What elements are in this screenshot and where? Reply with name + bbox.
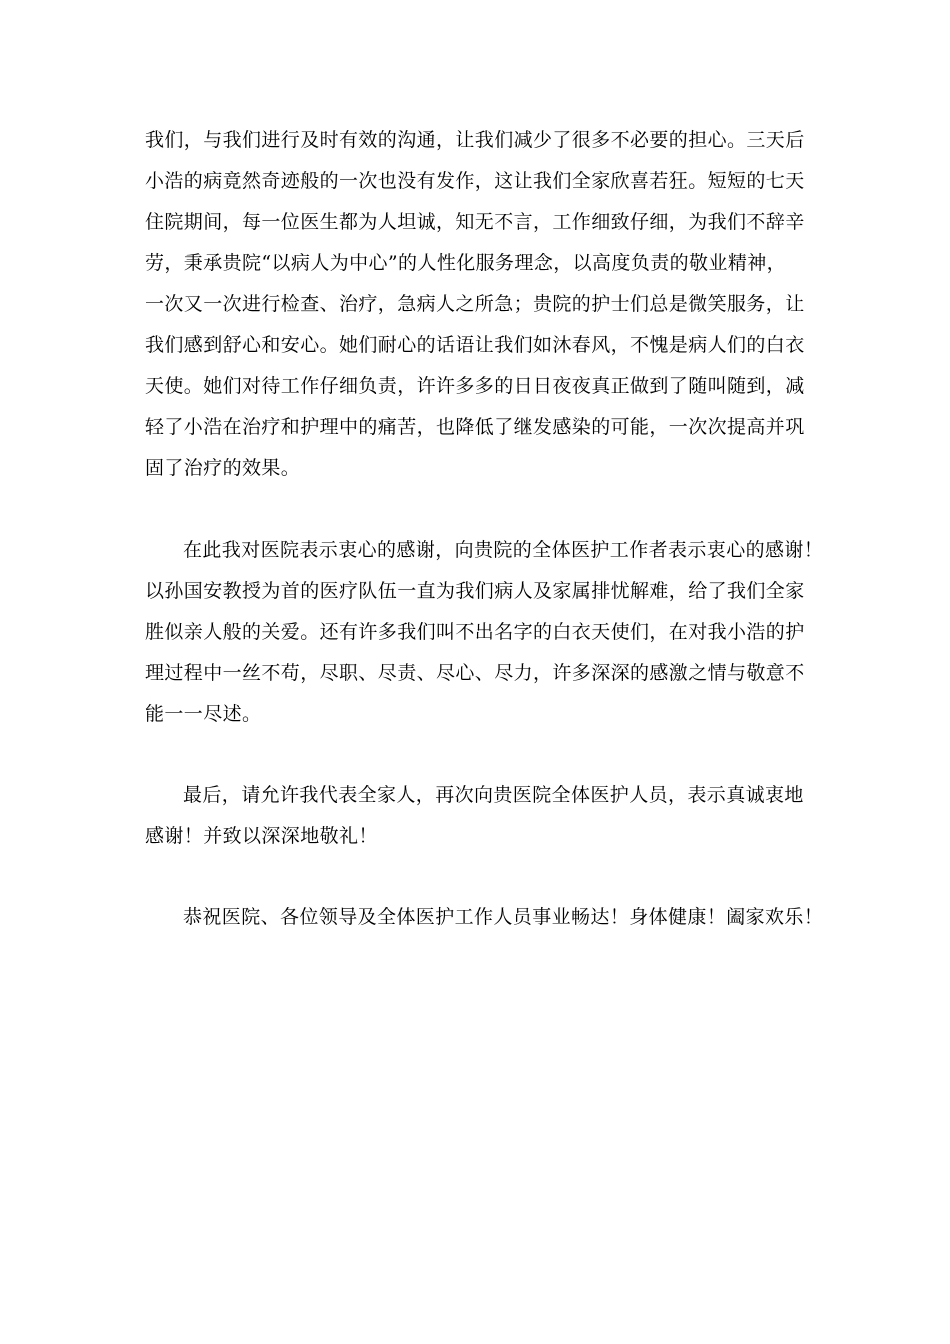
- text-line: 劳，秉承贵院“以病人为中心”的人性化服务理念，以高度负责的敬业精神，: [145, 252, 787, 274]
- text-line: 以孙国安教授为首的医疗队伍一直为我们病人及家属排忧解难，给了我们全家: [145, 580, 805, 602]
- text-line: 能一一尽述。: [145, 703, 262, 725]
- text-line: 固了治疗的效果。: [145, 457, 301, 479]
- text-line: 轻了小浩在治疗和护理中的痛苦，也降低了继发感染的可能，一次次提高并巩: [145, 416, 805, 438]
- text-line: 一次又一次进行检查、治疗，急病人之所急；贵院的护士们总是微笑服务，让: [145, 293, 805, 315]
- text-line: 感谢！并致以深深地敬礼！: [145, 825, 378, 847]
- text-line: 住院期间，每一位医生都为人坦诚，知无不言，工作细致仔细，为我们不辞辛: [145, 211, 805, 233]
- text-line: 我们感到舒心和安心。她们耐心的话语让我们如沐春风，不愧是病人们的白衣: [145, 334, 805, 356]
- text-line: 最后，请允许我代表全家人，再次向贵医院全体医护人员，表示真诚衷地: [183, 784, 804, 806]
- text-line: 天使。她们对待工作仔细负责，许许多多的日日夜夜真正做到了随叫随到，减: [145, 375, 805, 397]
- text-line: 胜似亲人般的关爱。还有许多我们叫不出名字的白衣天使们，在对我小浩的护: [145, 621, 805, 643]
- text-line: 我们，与我们进行及时有效的沟通，让我们减少了很多不必要的担心。三天后: [145, 129, 805, 151]
- text-line: 恭祝医院、各位领导及全体医护工作人员事业畅达！身体健康！阖家欢乐！: [183, 906, 824, 928]
- text-line: 小浩的病竟然奇迹般的一次也没有发作，这让我们全家欣喜若狂。短短的七天: [145, 170, 805, 192]
- text-line: 理过程中一丝不苟，尽职、尽责、尽心、尽力，许多深深的感激之情与敬意不: [145, 662, 805, 684]
- text-line: 在此我对医院表示衷心的感谢，向贵院的全体医护工作者表示衷心的感谢！: [183, 539, 824, 561]
